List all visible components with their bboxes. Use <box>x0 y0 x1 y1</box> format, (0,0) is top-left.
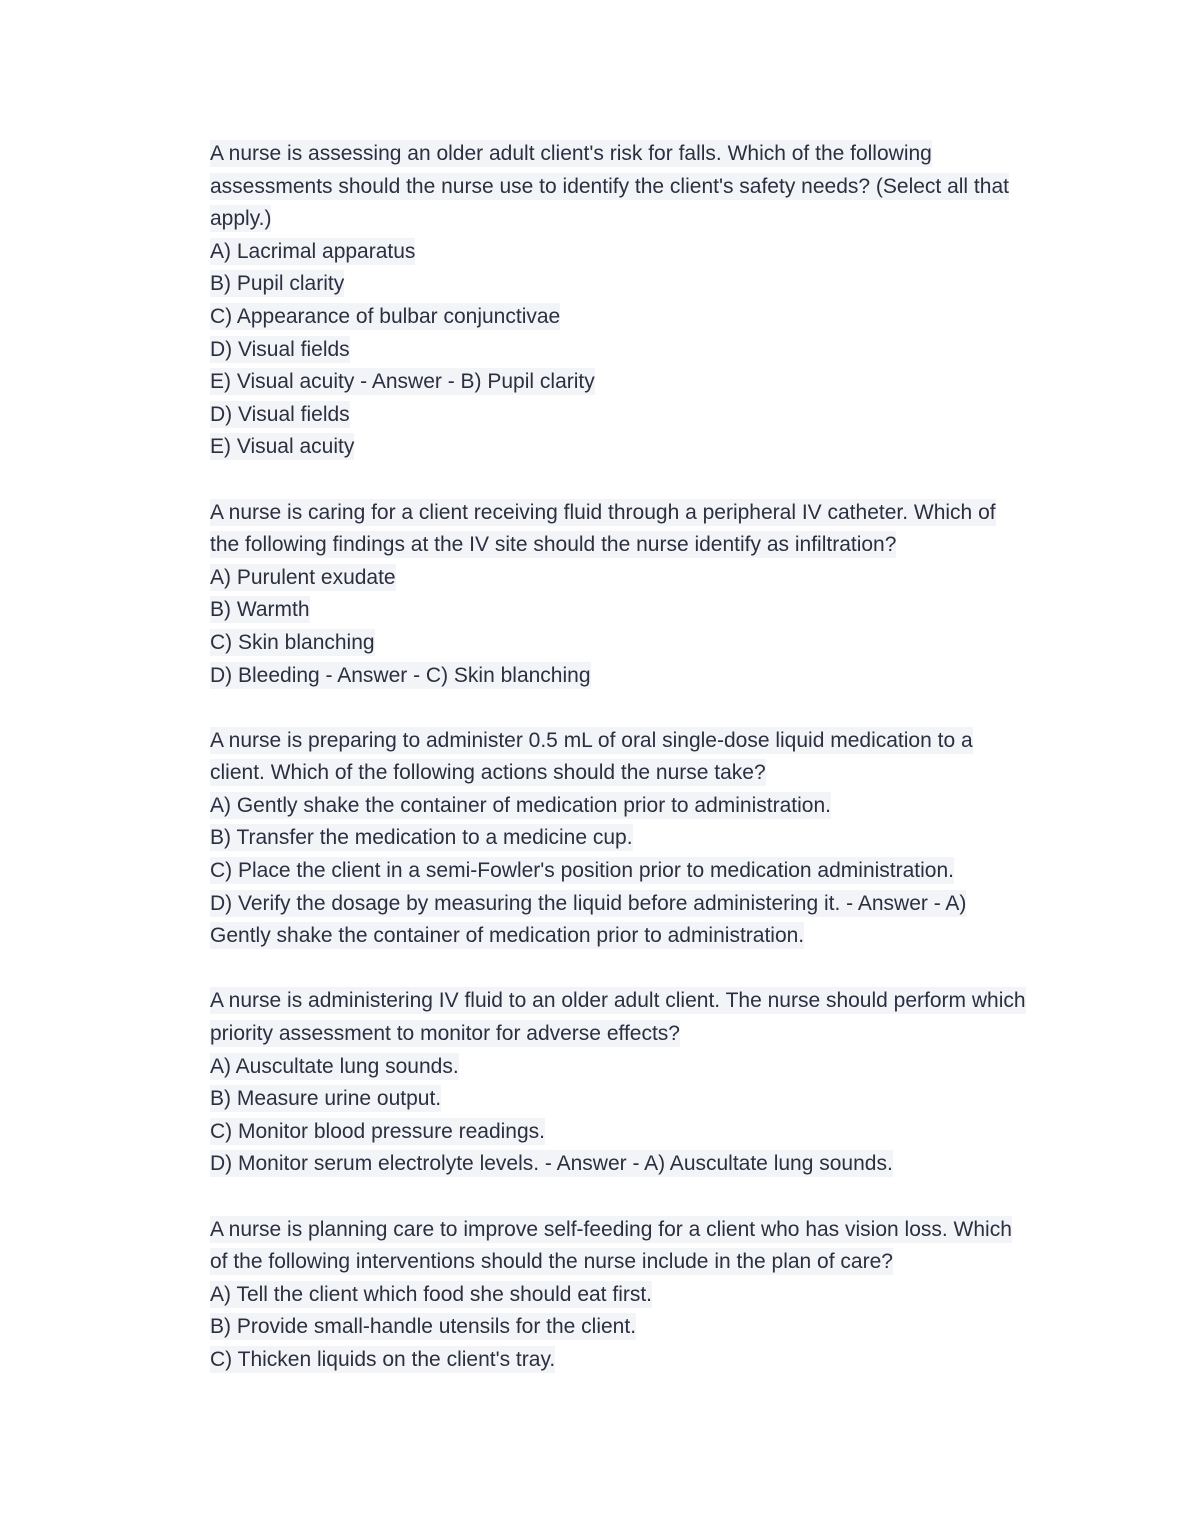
question-text: A nurse is assessing an older adult client's risk for falls. Which of the following <box>210 142 932 165</box>
question-block-self-feeding <box>210 1214 1070 1377</box>
answer-option: A) Auscultate lung sounds. <box>210 1054 459 1078</box>
answer-key: D) Monitor serum electrolyte levels. - Answer - A) Auscultate lung sounds. <box>210 1152 893 1176</box>
answer-option: A) Purulent exudate <box>210 565 396 589</box>
answer-key: E) Visual acuity <box>210 435 355 459</box>
answer-option: B) Warmth <box>210 598 310 622</box>
answer-option: B) Measure urine output. <box>210 1087 442 1111</box>
question-text: client. Which of the following actions should the nurse take? <box>210 761 766 785</box>
question-text: assessments should the nurse use to identify the client's safety needs? (Select all that <box>210 174 1009 198</box>
answer-option: A) Tell the client which food she should eat first. <box>210 1282 653 1306</box>
question-block-fall-risk <box>210 138 1070 464</box>
question-block-oral-medication <box>210 725 1070 953</box>
answer-key: D) Verify the dosage by measuring the liquid before administering it. - Answer - A) <box>210 891 967 915</box>
answer-option: A) Gently shake the container of medication prior to administration. <box>210 793 831 817</box>
answer-key: Gently shake the container of medication prior to administration. <box>210 924 805 948</box>
answer-option: C) Skin blanching <box>210 630 375 654</box>
answer-option: B) Pupil clarity <box>210 272 345 296</box>
answer-option: C) Thicken liquids on the client's tray. <box>210 1347 556 1371</box>
document-page <box>210 138 1070 1409</box>
question-text: A nurse is preparing to administer 0.5 mL of oral single-dose liquid medication to a <box>210 728 973 752</box>
question-block-iv-infiltration <box>210 497 1070 693</box>
answer-option: D) Visual fields <box>210 337 350 361</box>
answer-option: B) Transfer the medication to a medicine cup. <box>210 826 633 850</box>
answer-key: D) Visual fields <box>210 402 350 426</box>
question-text: A nurse is administering IV fluid to an older adult client. The nurse should perform which <box>210 989 1026 1013</box>
answer-option: C) Place the client in a semi-Fowler's position prior to medication administration. <box>210 859 954 883</box>
answer-option: C) Appearance of bulbar conjunctivae <box>210 304 561 328</box>
answer-option: C) Monitor blood pressure readings. <box>210 1119 545 1143</box>
answer-option: B) Provide small-handle utensils for the client. <box>210 1315 637 1339</box>
question-text: A nurse is caring for a client receiving fluid through a peripheral IV catheter. Which of <box>210 500 996 524</box>
answer-option: A) Lacrimal apparatus <box>210 239 416 263</box>
question-text: apply.) <box>210 207 272 231</box>
answer-key: D) Bleeding - Answer - C) Skin blanching <box>210 663 591 687</box>
question-text: A nurse is planning care to improve self-feeding for a client who has vision loss. Which <box>210 1217 1012 1241</box>
question-text: priority assessment to monitor for adverse effects? <box>210 1022 680 1046</box>
question-text: of the following interventions should the nurse include in the plan of care? <box>210 1250 893 1274</box>
answer-key: E) Visual acuity - Answer - B) Pupil clarity <box>210 370 595 394</box>
question-text: the following findings at the IV site should the nurse identify as infiltration? <box>210 533 897 557</box>
question-block-iv-fluid-assessment <box>210 985 1070 1181</box>
